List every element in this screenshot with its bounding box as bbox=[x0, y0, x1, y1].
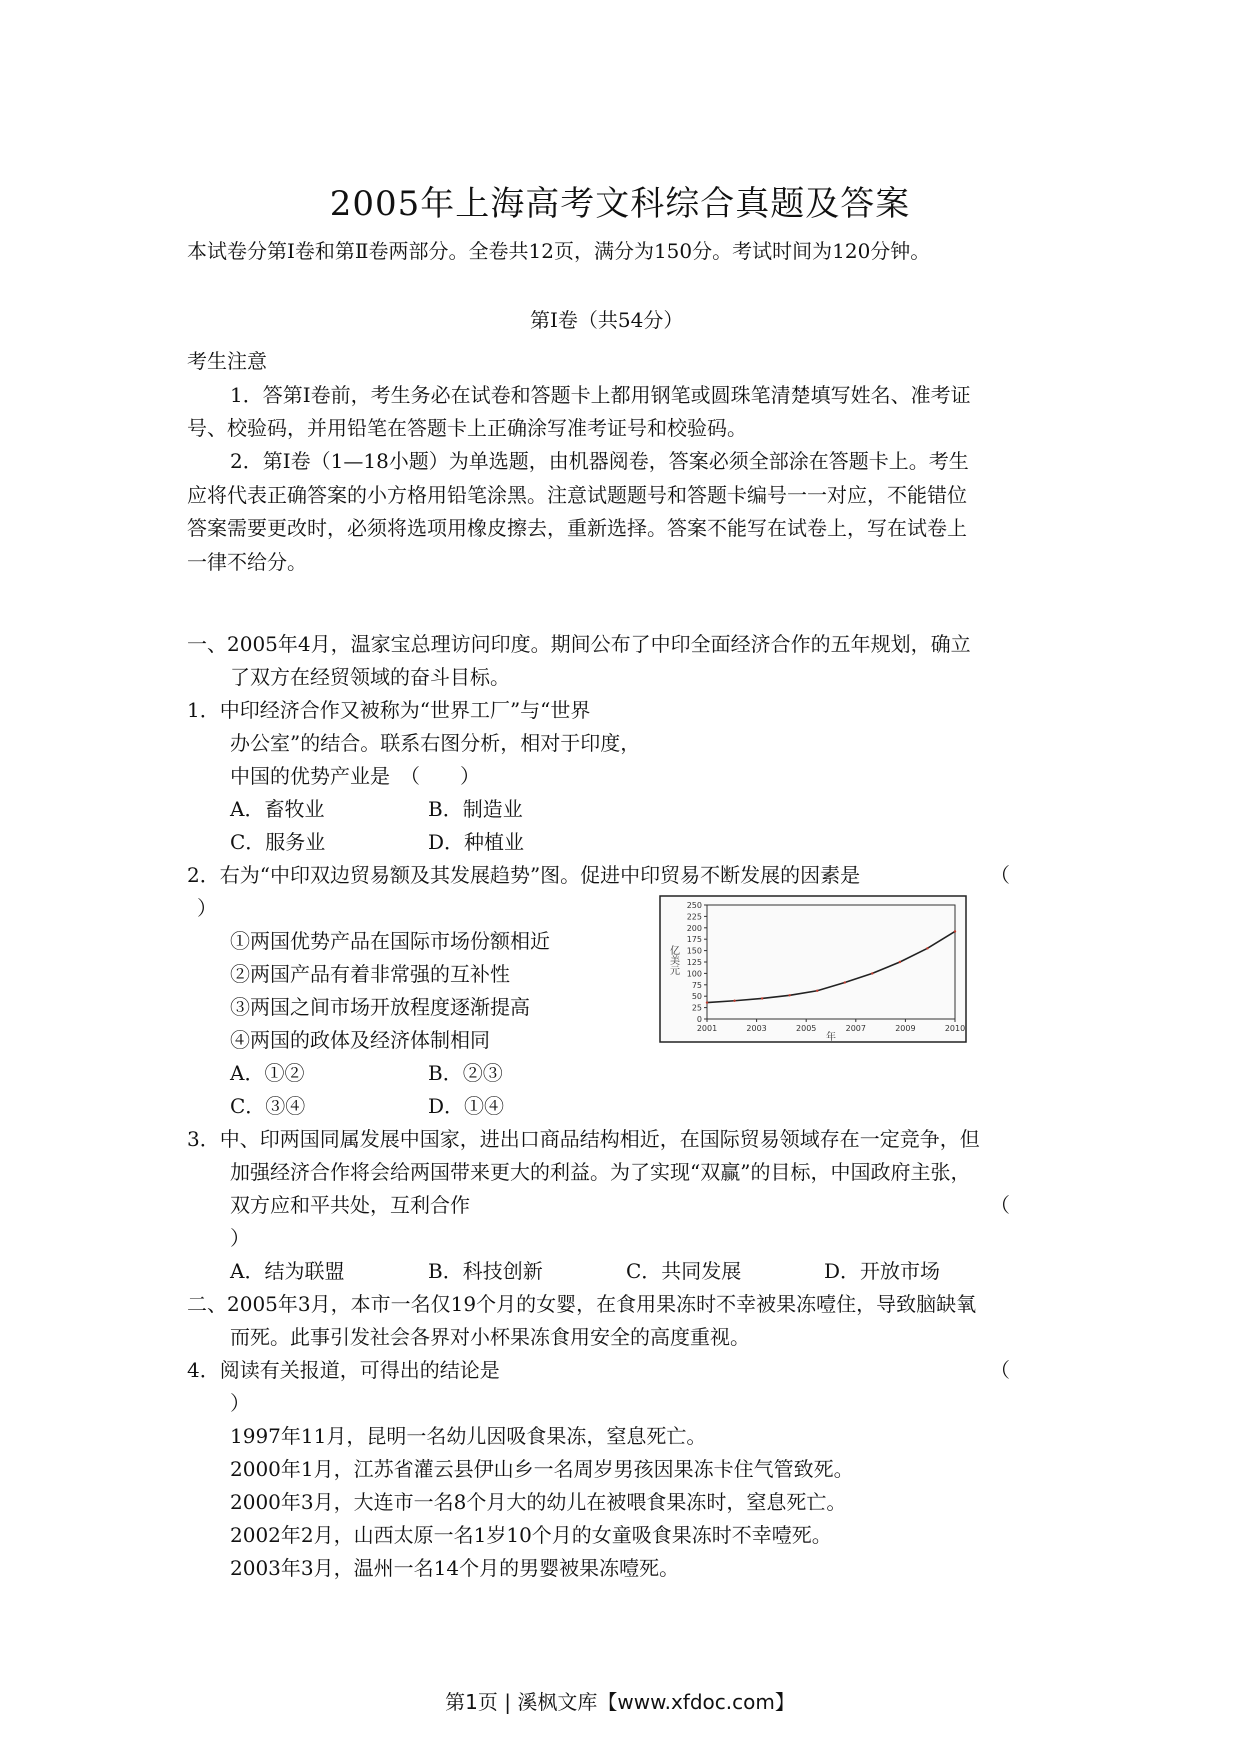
y-tick-label: 250 bbox=[686, 901, 702, 910]
q4-paren-close: ） bbox=[230, 1391, 250, 1415]
trade-chart bbox=[659, 895, 967, 1043]
q3-paren-open: （ bbox=[990, 1193, 1010, 1217]
notice-line: 答案需要更改时，必须将选项用橡皮擦去，重新选择。答案不能写在试卷上，写在试卷上 bbox=[187, 516, 967, 540]
trade-data-point bbox=[954, 930, 956, 932]
y-tick-label: 75 bbox=[691, 980, 702, 990]
x-tick-label: 2010 bbox=[944, 1024, 966, 1033]
document-title: 2005年上海高考文科综合真题及答案 bbox=[329, 184, 911, 224]
trade-data-point bbox=[706, 1001, 708, 1003]
part1-heading: 第Ⅰ卷（共54分） bbox=[530, 308, 684, 332]
x-tick-label: 2007 bbox=[845, 1024, 866, 1033]
y-tick-label: 50 bbox=[691, 992, 702, 1002]
q2-option-a: A．①② bbox=[230, 1061, 305, 1085]
q4-report: 2003年3月，温州一名14个月的男婴被果冻噎死。 bbox=[230, 1556, 680, 1580]
notice-line: 号、校验码，并用铅笔在答题卡上正确涂写准考证号和校验码。 bbox=[187, 416, 747, 440]
q4-report: 2000年3月，大连市一名8个月大的幼儿在被喂食果冻时，窒息死亡。 bbox=[230, 1490, 847, 1514]
x-tick-label: 2001 bbox=[696, 1024, 718, 1033]
section2-intro: 而死。此事引发社会各界对小杯果冻食用安全的高度重视。 bbox=[230, 1325, 750, 1349]
q2-item: ①两国优势产品在国际市场份额相近 bbox=[230, 929, 550, 953]
y-tick-label: 225 bbox=[686, 912, 702, 922]
trade-data-point bbox=[733, 1000, 735, 1002]
q2-option-c: C．③④ bbox=[230, 1094, 306, 1118]
y-tick-label: 150 bbox=[686, 946, 702, 956]
q3-stem: 3．中、印两国同属发展中国家，进出口商品结构相近，在国际贸易领域存在一定竞争，但 bbox=[187, 1127, 980, 1151]
notice-heading: 考生注意 bbox=[187, 349, 267, 373]
q1-option-b: B．制造业 bbox=[428, 797, 523, 821]
q3-option-c: C．共同发展 bbox=[626, 1259, 742, 1283]
y-tick-label: 200 bbox=[686, 923, 702, 933]
q2-item: ③两国之间市场开放程度逐渐提高 bbox=[230, 995, 530, 1019]
q1-stem: 1．中印经济合作又被称为“世界工厂”与“世界 bbox=[187, 698, 591, 722]
q2-option-d: D．①④ bbox=[428, 1094, 505, 1118]
section1-intro: 一、2005年4月，温家宝总理访问印度。期间公布了中印全面经济合作的五年规划，确立 bbox=[187, 632, 971, 656]
q4-paren-open: （ bbox=[990, 1358, 1010, 1382]
exam-intro: 本试卷分第Ⅰ卷和第Ⅱ卷两部分。全卷共12页，满分为150分。考试时间为120分钟。 bbox=[187, 239, 931, 263]
trade-data-point bbox=[788, 994, 790, 996]
y-tick-label: 125 bbox=[686, 958, 702, 967]
trade-data-point bbox=[899, 961, 901, 963]
y-tick-label: 175 bbox=[686, 935, 702, 945]
x-axis-label: 年 bbox=[826, 1032, 836, 1043]
q2-option-b: B．②③ bbox=[428, 1061, 503, 1085]
q4-report: 2002年2月，山西太原一名1岁10个月的女童吸食果冻时不幸噎死。 bbox=[230, 1523, 832, 1547]
x-tick-label: 2009 bbox=[895, 1024, 916, 1033]
x-tick-label: 2005 bbox=[796, 1024, 817, 1033]
q4-report: 2000年1月，江苏省灌云县伊山乡一名周岁男孩因果冻卡住气管致死。 bbox=[230, 1457, 854, 1481]
trade-data-point bbox=[871, 972, 873, 974]
q4-report: 1997年11月，昆明一名幼儿因吸食果冻，窒息死亡。 bbox=[230, 1424, 707, 1448]
q2-item: ②两国产品有着非常强的互补性 bbox=[230, 962, 510, 986]
y-tick-label: 100 bbox=[686, 969, 702, 979]
q3-paren-close: ） bbox=[230, 1226, 250, 1250]
trade-data-point bbox=[844, 981, 846, 983]
page-footer: 第1页 | 溪枫文库【www.xfdoc.com】 bbox=[445, 1690, 795, 1714]
trade-data-point bbox=[816, 990, 818, 992]
q1-option-a: A．畜牧业 bbox=[230, 797, 325, 821]
y-axis-label: 亿美元 bbox=[667, 945, 679, 975]
x-tick-label: 2003 bbox=[746, 1024, 767, 1033]
q1-option-c: C．服务业 bbox=[230, 830, 326, 854]
chart-frame bbox=[660, 896, 966, 1042]
q2-stem: 2．右为“中印双边贸易额及其发展趋势”图。促进中印贸易不断发展的因素是 bbox=[187, 863, 861, 887]
trade-chart-svg bbox=[659, 895, 967, 1043]
q1-stem: 办公室”的结合。联系右图分析，相对于印度， bbox=[230, 731, 641, 755]
q2-paren-open: （ bbox=[990, 863, 1010, 887]
y-tick-label: 25 bbox=[691, 1003, 702, 1013]
y-tick-label: 0 bbox=[696, 1015, 702, 1024]
notice-line: 1．答第Ⅰ卷前，考生务必在试卷和答题卡上都用钢笔或圆珠笔清楚填写姓名、准考证 bbox=[230, 383, 971, 407]
section2-intro: 二、2005年3月，本市一名仅19个月的女婴，在食用果冻时不幸被果冻噎住，导致脑缺氧 bbox=[187, 1292, 977, 1316]
q3-stem: 加强经济合作将会给两国带来更大的利益。为了实现“双赢”的目标，中国政府主张， bbox=[230, 1160, 971, 1184]
q3-stem: 双方应和平共处，互利合作 bbox=[230, 1193, 470, 1217]
q1-option-d: D．种植业 bbox=[428, 830, 525, 854]
q1-stem: 中国的优势产业是 （ ） bbox=[230, 764, 480, 788]
q4-stem: 4．阅读有关报道，可得出的结论是 bbox=[187, 1358, 500, 1382]
q3-option-b: B．科技创新 bbox=[428, 1259, 543, 1283]
q2-paren-close: ） bbox=[197, 896, 217, 920]
notice-line: 一律不给分。 bbox=[187, 550, 307, 574]
q2-item: ④两国的政体及经济体制相同 bbox=[230, 1028, 490, 1052]
notice-line: 2．第Ⅰ卷（1—18小题）为单选题，由机器阅卷，答案必须全部涂在答题卡上。考生 bbox=[230, 449, 969, 473]
section1-intro: 了双方在经贸领域的奋斗目标。 bbox=[230, 665, 510, 689]
notice-line: 应将代表正确答案的小方格用铅笔涂黑。注意试题题号和答题卡编号一一对应，不能错位 bbox=[187, 483, 967, 507]
trade-data-point bbox=[761, 997, 763, 999]
q3-option-d: D．开放市场 bbox=[824, 1259, 941, 1283]
trade-data-point bbox=[926, 947, 928, 949]
q3-option-a: A．结为联盟 bbox=[230, 1259, 345, 1283]
